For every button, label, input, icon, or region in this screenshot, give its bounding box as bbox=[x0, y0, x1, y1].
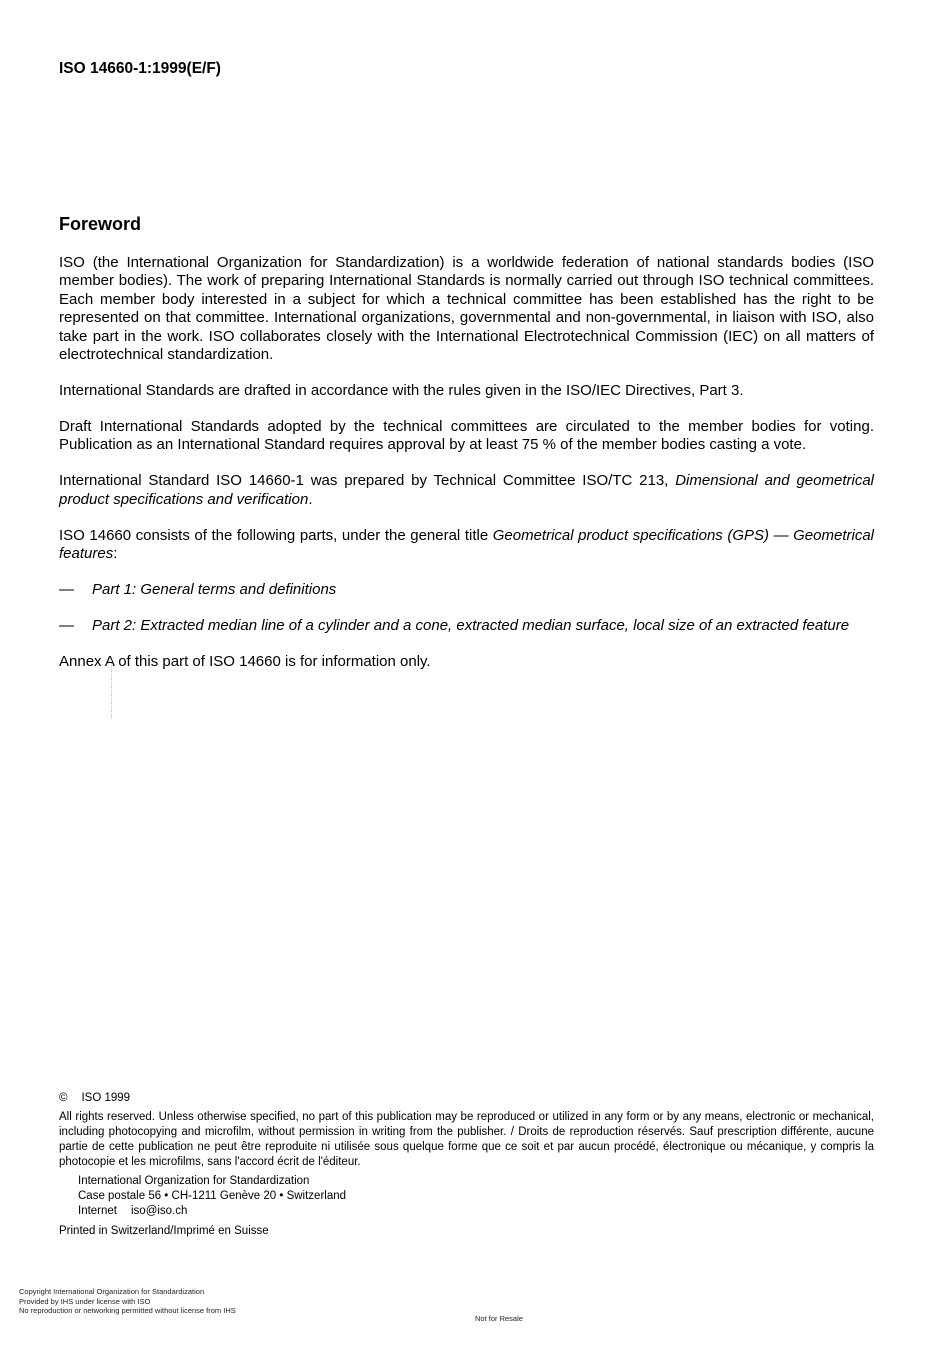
postal-address: Case postale 56 • CH-1211 Genève 20 • Switzerland bbox=[78, 1190, 347, 1202]
list-item-text: Part 2: Extracted median line of a cylinder and a cone, extracted median surface, local size of an extracted feature bbox=[92, 617, 850, 635]
paragraph-iso-intro: ISO (the International Organization for Standardization) is a worldwide federation of national standards bodies (ISO member bodies). The work of preparing International Standards is normally carried out through ISO technical committees. Each member body interested in a subject for which a technical committee has been established has the right to be represented on that committee. International organizations, governmental and non-governmental, in liaison with ISO, also take part in the work. ISO collaborates closely with the International Electrotechnical Commission (IEC) on all matters of electrotechnical standardization. bbox=[59, 254, 874, 364]
internet-label: Internet bbox=[78, 1205, 117, 1217]
list-dash: — bbox=[59, 617, 74, 635]
parts-end: : bbox=[113, 545, 118, 563]
publisher-name: International Organization for Standardization bbox=[78, 1175, 310, 1187]
paragraph-parts bbox=[59, 527, 874, 564]
paragraph-draft-standards: Draft International Standards adopted by the technical committees are circulated to the member bodies for voting. Publication as an International Standard requires approval by at least 75 % of the member bodies casting a vote. bbox=[59, 418, 874, 454]
paragraph-directives: International Standards are drafted in accordance with the rules given in the ISO/IEC Directives, Part 3. bbox=[59, 382, 744, 400]
footer-line: No reproduction or networking permitted without license from IHS bbox=[19, 1306, 236, 1315]
footer-line: Copyright International Organization for Standardization bbox=[19, 1287, 205, 1296]
list-item-text: Part 1: General terms and definitions bbox=[92, 581, 337, 599]
rights-notice: All rights reserved. Unless otherwise specified, no part of this publication may be reproduced or utilized in any form or by any means, electronic or mechanical, including photocopying and microfilm, without permission in writing from the publisher. / Droits de reproduction réservés. Sauf prescription différente, aucune partie de cette publication ne peut être reproduite ni utilisée sous quelque forme que ce soit et par aucun procédé, électronique ou mécanique, y compris la photocopie et les microfilms, sans l'accord écrit de l'éditeur. bbox=[59, 1111, 874, 1168]
scan-artifact bbox=[111, 660, 113, 718]
paragraph-annex: Annex A of this part of ISO 14660 is for information only. bbox=[59, 653, 431, 671]
email-link[interactable]: iso@iso.ch bbox=[131, 1205, 188, 1217]
prepared-by-end: . bbox=[308, 490, 313, 508]
copyright-year: ISO 1999 bbox=[81, 1092, 131, 1104]
foreword-heading: Foreword bbox=[59, 214, 142, 234]
copyright-line bbox=[59, 1091, 874, 1106]
list-item bbox=[59, 617, 874, 635]
committee-title: Dimensional and geometrical product specifications and verification bbox=[59, 472, 874, 508]
copyright-icon: © bbox=[59, 1092, 68, 1104]
copyright-block bbox=[59, 1091, 874, 1239]
footer-line: Provided by IHS under license with ISO bbox=[19, 1296, 151, 1306]
foreword-body bbox=[59, 254, 874, 689]
list-dash: — bbox=[59, 581, 74, 599]
prepared-by-text: International Standard ISO 14660-1 was prepared by Technical Committee ISO/TC 213, bbox=[59, 472, 676, 490]
not-for-resale: Not for Resale bbox=[475, 1314, 523, 1323]
paragraph-prepared-by bbox=[59, 472, 874, 509]
general-title: Geometrical product specifications (GPS) — Geometrical features bbox=[59, 526, 874, 563]
printed-in: Printed in Switzerland/Imprimé en Suisse bbox=[59, 1225, 269, 1237]
parts-text: ISO 14660 consists of the following parts, under the general title bbox=[59, 526, 493, 544]
internet-line bbox=[78, 1204, 874, 1219]
publisher-address bbox=[59, 1174, 874, 1219]
license-footer bbox=[19, 1287, 236, 1316]
list-item bbox=[59, 581, 874, 599]
document-code: ISO 14660-1:1999(E/F) bbox=[59, 60, 221, 77]
